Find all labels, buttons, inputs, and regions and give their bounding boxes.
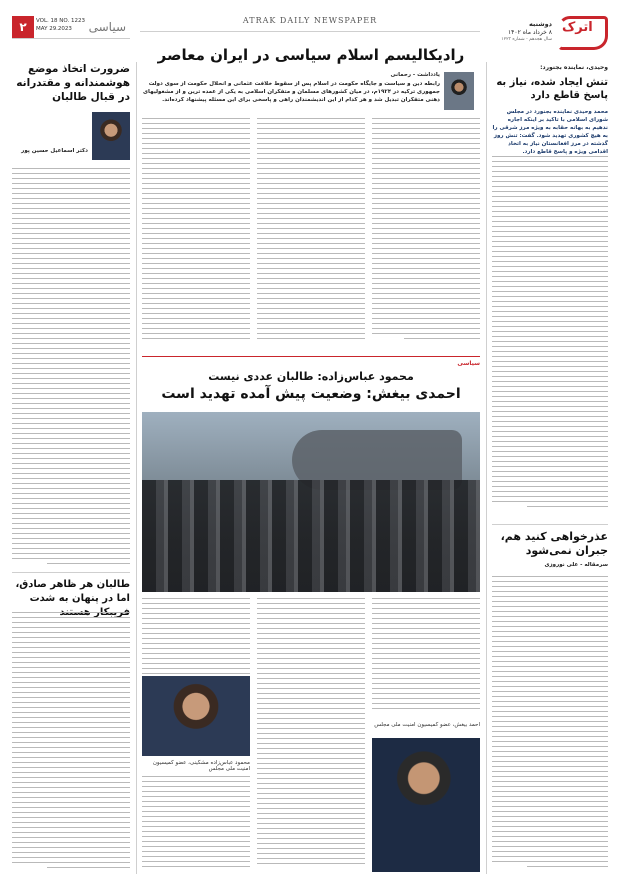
right-lower-byline: سرمقاله - علی نوروزی [544,562,608,568]
feature-title: احمدی بیغش: وضعیت پیش آمده تهدید است [161,386,461,402]
section-label: سیاسی [88,20,126,34]
right-column-divider [492,524,608,525]
left-column-article [12,62,130,104]
page-number-badge: ۲ [12,16,34,38]
newspaper-logo [556,12,606,48]
right-lead: محمد وحیدی نماینده بجنورد در مجلس شورای اسلامی با تاکید بر اینکه اجاره ندهیم به بهانه حقابه به ویژه مرز شرقی را به هیچ کشوری تهدید شود. گفت: تنش روز گذشته در مرز افغانستان نیاز به اتخاذ اقدامی ویژه و پاسخ قاطع دارد. [492,109,608,155]
crowd-shape [142,480,480,592]
date-block [484,20,552,42]
right-title: تنش ایجاد شده، نیاز به پاسخ قاطع دارد [496,77,608,101]
main-article-byline: یادداشت - رحمانی [390,72,440,78]
abbaszadeh-photo [142,676,250,756]
feature-top-rule [142,356,480,357]
main-article-title: رادیکالیسم اسلام سیاسی در ایران معاصر [157,46,465,64]
bottom-left-body [12,612,130,872]
main-article-body-col1 [142,118,250,346]
feature-body-col1-lower [142,776,250,872]
feature-kicker: محمود عباس‌زاده: طالبان عددی نیست [208,370,414,383]
author-photo-rahmani [444,72,474,110]
abbaszadeh-caption: محمود عباس‌زاده مشکینی، عضو کمیسیون امنیت ملی مجلس [152,760,250,772]
bottom-left-title: طالبان هر ظاهر صادق، اما در پنهان به شدت [15,579,130,604]
date-fa-label: ۸ خرداد ماه ۱۴۰۲ [507,29,552,36]
left-article-body [12,168,130,568]
feature-body-col3 [372,598,480,716]
right-lower-body [492,576,608,872]
left-article-author: دکتر اسماعیل حسین پور [21,148,88,154]
left-article-title: ضرورت اتخاذ موضع هوشمندانه و مقتدرانه در قبال طالبان [16,63,130,103]
taliban-group-photo [142,412,480,592]
date-en-label: MAY 29.2023 [36,26,72,32]
author-photo-hosseinpour [92,112,130,160]
right-body [492,156,608,518]
masthead-divider [140,31,480,32]
right-lower-title: عذرخواهی کنید هم، جبران نمی‌شود [500,530,608,557]
right-vertical-divider [486,62,487,874]
newspaper-name-en: ATRAK DAILY NEWSPAPER [242,16,378,25]
right-kicker: وحیدی، نماینده بجنورد: [540,64,608,71]
left-vertical-divider [136,62,137,874]
feature-section-label: سیاسی [457,360,480,367]
left-column-divider [12,572,130,573]
issue-label: سال هجدهم - شماره ۱۲۲۳ [501,37,552,42]
main-article-lead: رابطه دین و سیاست و جایگاه حکومت در اسلام پس از سقوط خلافت عثمانی و انحلال حکومت از سوی دولت جمهوری ترکیه در ۱۹۲۴م، در میان کشورهای مسلمان و متفکران اسلامی به یکی از عمده ترین و از مشغولیهای ذهنی متفکران تبدیل شد و هر کدام از این اندیشمندان راهی و پاسخی برای این مسئله پیشنهاد کرده‌اند. [142,81,440,103]
main-article-body-col3 [372,118,480,346]
day-label: دوشنبه [528,20,552,28]
logo-text: اترک [562,20,593,35]
bighash-caption: احمد بیغش، عضو کمیسیون امنیت ملی مجلس [374,722,480,728]
bighash-photo [372,738,480,872]
vol-label: VOL. 18 NO. 1223 [36,18,86,24]
feature-body-col2 [257,598,365,868]
main-article-body-col2 [257,118,365,346]
